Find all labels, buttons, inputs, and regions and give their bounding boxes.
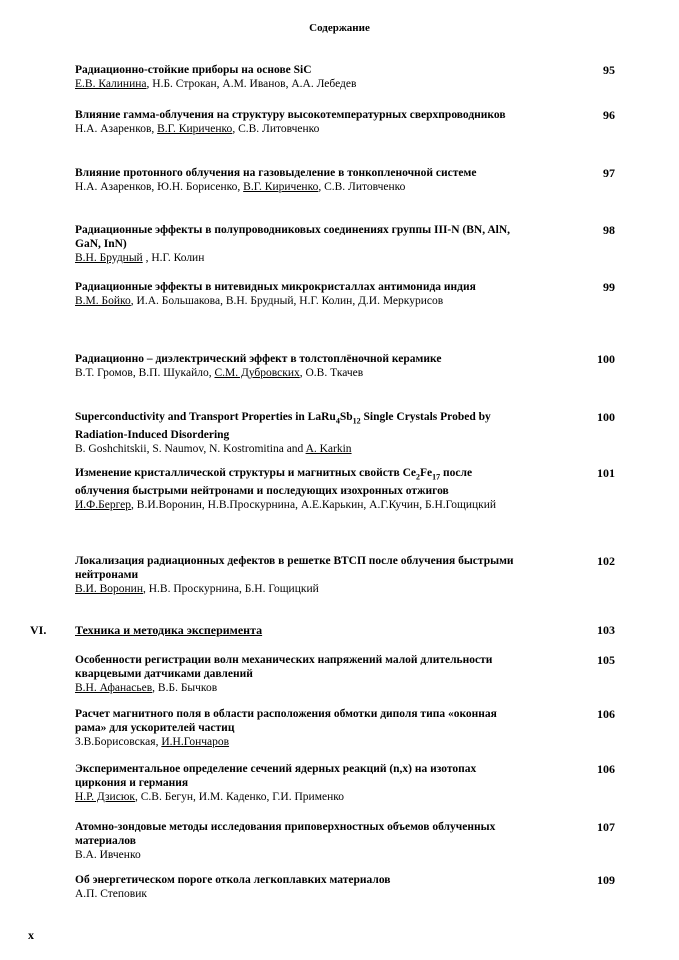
entry-authors: Е.В. Калинина, Н.Б. Строкан, А.М. Иванов, А.А. Лебедев bbox=[75, 78, 357, 90]
author-name: Г.И. Применко bbox=[272, 791, 344, 803]
author-name: С.М. Дубровских bbox=[214, 367, 300, 379]
author-name: З.В.Борисовская bbox=[75, 736, 156, 748]
toc-entry bbox=[75, 410, 615, 456]
entry-page-number: 109 bbox=[597, 873, 615, 887]
entry-page-number: 96 bbox=[603, 108, 615, 122]
toc-entry bbox=[75, 762, 615, 804]
author-name: В.П. Шукайло bbox=[138, 367, 209, 379]
entry-authors: Н.Р. Дзисюк, С.В. Бегун, И.М. Каденко, Г.И. Применко bbox=[75, 791, 344, 803]
entry-title: Особенности регистрации волн механических напряжений малой длительности кварцевыми датчиками давлений bbox=[75, 654, 493, 680]
title-subscript: 2 bbox=[416, 472, 421, 482]
entry-authors bbox=[75, 887, 545, 901]
author-name: В.Н. Афанасьев bbox=[75, 682, 153, 694]
toc-entry bbox=[75, 466, 615, 512]
entry-authors: И.Ф.Бергер, В.И.Воронин, Н.В.Проскурнина, А.Е.Карькин, А.Г.Кучин, Б.Н.Гощицкий bbox=[75, 499, 497, 512]
entry-title: Superconductivity and Transport Properties in $LaRu_4Sb_{12}$ Single Crystals Probed by Radiation-Induced Disordering bbox=[75, 411, 491, 442]
toc-entry bbox=[75, 108, 615, 136]
author-name: Н.Г. Колин bbox=[299, 295, 353, 307]
entry-authors: В.Т. Громов, В.П. Шукайло, С.М. Дубровских, О.В. Ткачев bbox=[75, 367, 364, 379]
title-subscript: 4 bbox=[335, 416, 340, 426]
toc-entry bbox=[75, 280, 615, 308]
author-name: В.А. Ивченко bbox=[75, 849, 141, 861]
author-name: Д.И. Меркурисов bbox=[358, 295, 444, 307]
entry-title: Об энергетическом пороге откола легкоплавких материалов bbox=[75, 874, 391, 886]
section-number: VI. bbox=[30, 623, 47, 637]
entry-authors: B. Goshchitskii, S. Naumov, N. Kostromitina and A. Karkin bbox=[75, 443, 352, 456]
entry-page-number: 101 bbox=[597, 466, 615, 480]
author-name: А.А. Лебедев bbox=[291, 78, 357, 90]
author-name: Е.В. Калинина bbox=[75, 78, 147, 90]
author-name: B. Goshchitskii bbox=[75, 443, 147, 456]
entry-authors: В.И. Воронин, Н.В. Проскурнина, Б.Н. Гощицкий bbox=[75, 583, 319, 595]
entry-authors: Н.А. Азаренков, Ю.Н. Борисенко, В.Г. Кириченко, С.В. Литовченко bbox=[75, 181, 406, 193]
author-name: А.М. Иванов bbox=[222, 78, 286, 90]
author-name: В.Н. Брудный bbox=[75, 252, 143, 264]
toc-entry bbox=[75, 166, 615, 194]
entry-authors: В.Н. Афанасьев, В.Б. Бычков bbox=[75, 682, 218, 694]
section-page-number: 103 bbox=[597, 623, 615, 637]
author-name: Б.Н. Гощицкий bbox=[244, 583, 319, 595]
entry-title: Радиационные эффекты в нитевидных микрокристаллах антимонида индия bbox=[75, 281, 476, 293]
entry-title: Локализация радиационных дефектов в решетке ВТСП после облучения быстрыми нейтронами bbox=[75, 555, 514, 581]
author-name: И.Ф.Бергер bbox=[75, 499, 132, 512]
entry-authors bbox=[75, 848, 545, 862]
entry-page-number: 95 bbox=[603, 63, 615, 77]
entry-title: Расчет магнитного поля в области расположения обмотки диполя типа «оконная рама» для ускорителей частиц bbox=[75, 708, 497, 734]
author-name: С.В. Литовченко bbox=[238, 123, 320, 135]
entry-title: Влияние протонного облучения на газовыделение в тонкопленочной системе bbox=[75, 167, 477, 179]
toc-entry bbox=[75, 873, 615, 901]
entry-title: Радиационные эффекты в полупроводниковых соединениях группы III-N (BN, AlN, GaN, InN) bbox=[75, 224, 511, 250]
author-name: В.Г. Кириченко bbox=[243, 181, 319, 193]
toc-entry bbox=[75, 653, 615, 695]
entry-page-number: 99 bbox=[603, 280, 615, 294]
entry-page-number: 100 bbox=[597, 410, 615, 424]
entry-title: Радиационно-стойкие приборы на основе SiC bbox=[75, 64, 312, 76]
toc-entry bbox=[75, 352, 615, 380]
author-name: Н.В.Проскурнина bbox=[207, 499, 296, 512]
entry-authors: В.М. Бойко, И.А. Большакова, В.Н. Брудный, Н.Г. Колин, Д.И. Меркурисов bbox=[75, 295, 444, 307]
author-name: N. Kostromitina bbox=[209, 443, 284, 456]
toc-entry bbox=[75, 223, 615, 265]
entry-page-number: 100 bbox=[597, 352, 615, 366]
author-name: Б.Н.Гощицкий bbox=[424, 499, 497, 512]
author-name: В.И.Воронин bbox=[136, 499, 202, 512]
author-name: В.Т. Громов bbox=[75, 367, 133, 379]
author-name: S. Naumov bbox=[152, 443, 204, 456]
entry-title: Атомно-зондовые методы исследования приповерхностных объемов облученных материалов bbox=[75, 821, 496, 847]
entry-page-number: 102 bbox=[597, 554, 615, 568]
author-name: С.В. Бегун bbox=[140, 791, 194, 803]
entry-page-number: 106 bbox=[597, 762, 615, 776]
entry-page-number: 106 bbox=[597, 707, 615, 721]
entry-title: Изменение кристаллической структуры и магнитных свойств $Ce_2Fe_{17}$ после облучения быстрыми нейтронами и последующих изохронных отжигов bbox=[75, 467, 473, 498]
author-name: В.М. Бойко bbox=[75, 295, 131, 307]
author-name: Н.А. Азаренков bbox=[75, 123, 152, 135]
author-name: В.Н. Брудный bbox=[225, 295, 294, 307]
author-name: И.М. Каденко bbox=[198, 791, 267, 803]
author-name: И.А. Большакова bbox=[136, 295, 221, 307]
author-name: Н.Б. Строкан bbox=[152, 78, 217, 90]
author-name: В.Б. Бычков bbox=[157, 682, 218, 694]
page-title: Содержание bbox=[309, 22, 370, 34]
title-subscript: 17 bbox=[432, 472, 441, 482]
toc-entry bbox=[75, 63, 615, 91]
page-footer-mark: x bbox=[28, 928, 34, 942]
author-name: В.Г. Кириченко bbox=[157, 123, 233, 135]
author-name: И.Н.Гончаров bbox=[161, 736, 230, 748]
entry-authors: В.Н. Брудный , Н.Г. Колин bbox=[75, 252, 205, 264]
toc-entry bbox=[75, 820, 615, 862]
author-name: С.В. Литовченко bbox=[324, 181, 406, 193]
entry-title: Радиационно – диэлектрический эффект в толстоплёночной керамике bbox=[75, 353, 442, 365]
entry-page-number: 105 bbox=[597, 653, 615, 667]
entry-page-number: 98 bbox=[603, 223, 615, 237]
author-name: Н.А. Азаренков bbox=[75, 181, 152, 193]
author-name: А.П. Степовик bbox=[75, 888, 147, 900]
author-name: О.В. Ткачев bbox=[305, 367, 364, 379]
entry-authors: Н.А. Азаренков, В.Г. Кириченко, С.В. Литовченко bbox=[75, 123, 320, 135]
author-name: A. Karkin bbox=[305, 443, 352, 456]
author-name: Н.Р. Дзисюк bbox=[75, 791, 135, 803]
entry-authors: З.В.Борисовская, И.Н.Гончаров bbox=[75, 736, 230, 748]
section-name: Техника и методика эксперимента bbox=[75, 623, 263, 637]
toc-entry bbox=[75, 554, 615, 596]
author-name: Н.Г. Колин bbox=[151, 252, 205, 264]
entry-page-number: 97 bbox=[603, 166, 615, 180]
toc-entry bbox=[75, 707, 615, 749]
entry-title: Экспериментальное определение сечений ядерных реакций (n,x) на изотопах циркония и германия bbox=[75, 763, 477, 789]
entry-page-number: 107 bbox=[597, 820, 615, 834]
title-subscript: 12 bbox=[352, 416, 361, 426]
author-name: А.Е.Карькин bbox=[300, 499, 364, 512]
entry-title: Влияние гамма-облучения на структуру высокотемпературных сверхпроводников bbox=[75, 109, 506, 121]
author-name: В.И. Воронин bbox=[75, 583, 143, 595]
author-name: А.Г.Кучин bbox=[369, 499, 420, 512]
author-name: Ю.Н. Борисенко bbox=[157, 181, 238, 193]
author-name: Н.В. Проскурнина bbox=[148, 583, 240, 595]
